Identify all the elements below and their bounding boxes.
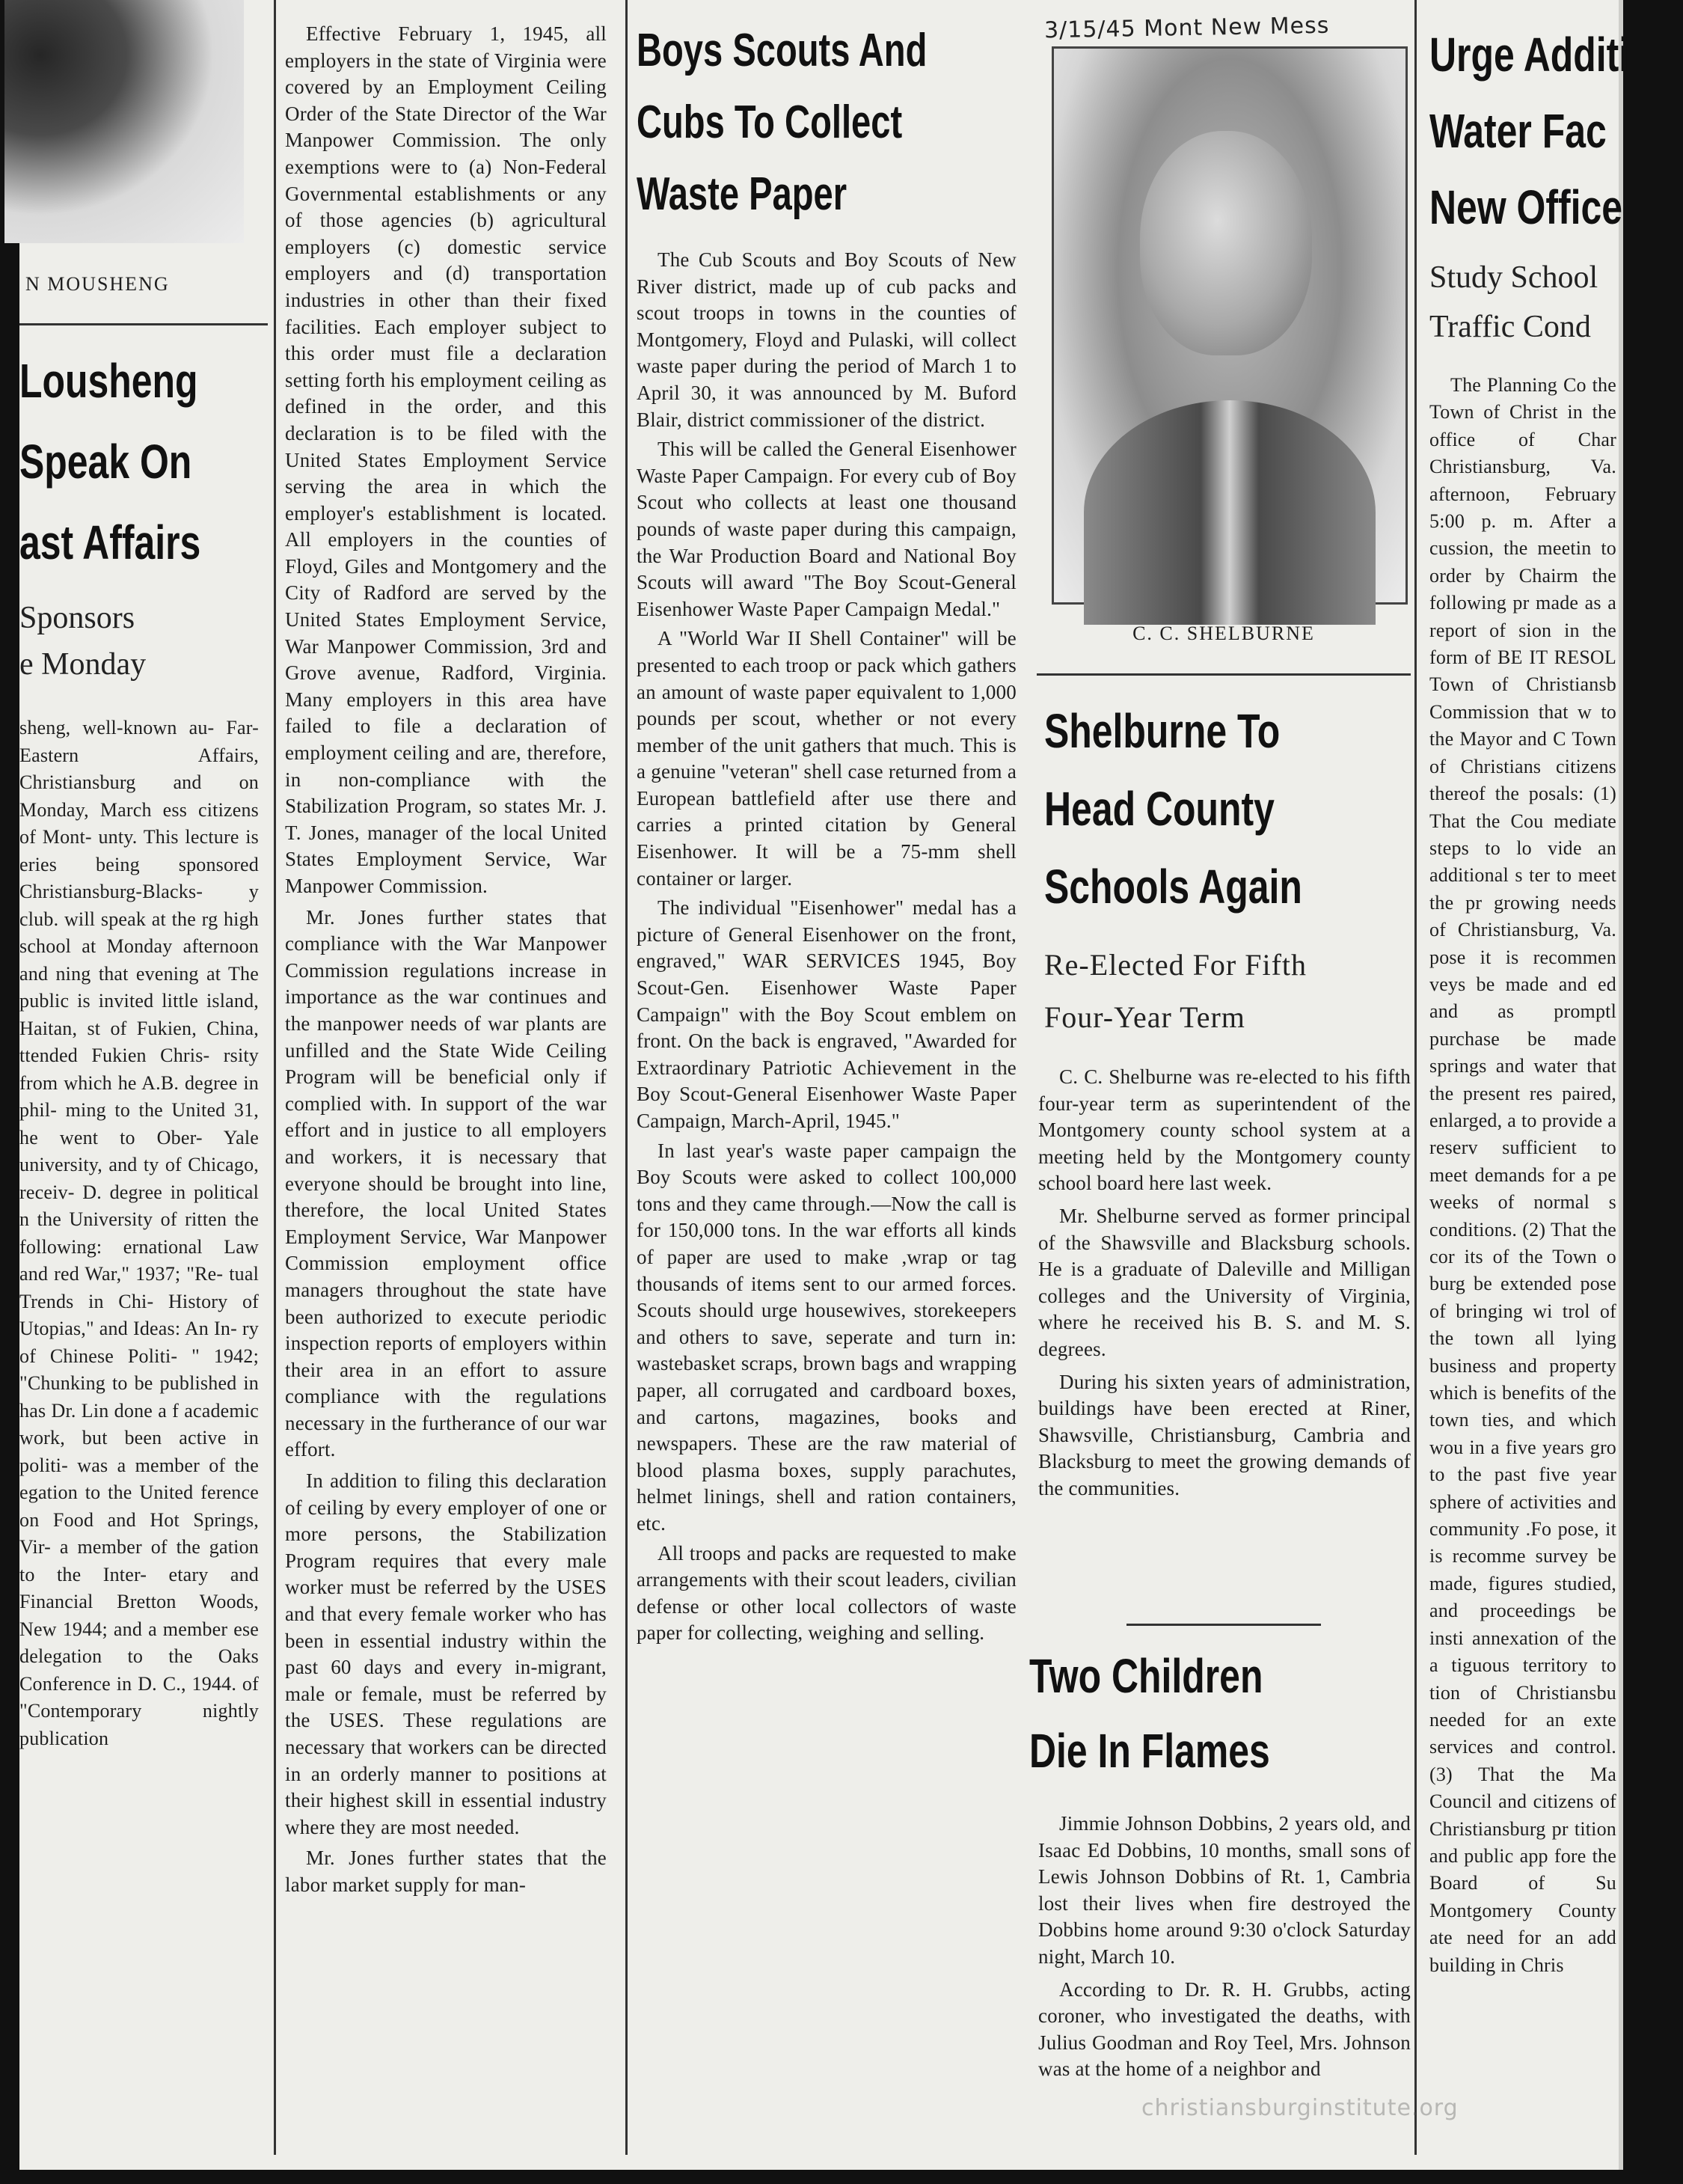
subhead-mousheng: Sponsors e Monday xyxy=(19,601,147,682)
article-body-two-children: Jimmie Johnson Dobbins, 2 years old, and Isaac Ed Dobbins, 10 months, small sons of Lewis Johnson Dobbins of Rt. 1, Cambria lost their lives when fire destroyed the Dobbins home around 9:30 o'clock Saturday night, March 10. According to Dr. R. H. Grubbs, acting coroner, who investigated the deaths, with Julius Goodman and Roy Teel, Mrs. Johnson was at the home of a neighbor and xyxy=(1038,1812,1411,2081)
article-body-employment-ceiling: Effective February 1, 1945, all employers in the state of Virginia were covered by an Employment Ceiling Order of the State Director of the War Manpower Commission. The only exemptions were to (a) Non-Federal Governmental establishments or any of those agencies (b) agricultural employers (c) domestic service employers and (d) transportation industries in other than their fixed facilities. Each employer subject to this order must file a declaration setting forth his employment ceiling as defined in the order, and this declaration is to be filed with the United States Employment Service serving the area in which the employer's establishment is located. All employers in the counties of Floyd, Giles and Montgomery and the City of Radford are served by the United States Employment Service, War Manpower Commission, 3rd and Grove avenue, Radford, Virginia. Many employers in this area have failed to file a declaration of employment ceiling and are, therefore, in non-compliance with the Stabilization Program, so states Mr. J. T. Jones, manager of the local United States Employment Service, War Manpower Commission. Mr. Jones further states that compliance with the War Manpower Commission regulations increase in importance as the war continues and the manpower needs of war plants are unfilled and the State Wide Ceiling Program will be beneficial only if complied with. In support of the war effort and in justice to all employers and workers, it is necessary that everyone should be brought into line, therefore, the local United States Employment Service, War Manpower Commission employment office managers throughout the state have been authorized to execute periodic inspection reports of employers within their area in an effort to assure compliance with the regulations necessary in the furtherance of our war effort. In addition to filing this declaration of ceiling by every employer of one or more persons, the Stabilization Program requires that every male worker must be referred by the USES and that every female worker who has been in essential industry within the past 60 days and every in-migrant, male or female, must be referred by the USES. These regulations are necessary that workers can be directed in an orderly manner to positions at their highest skill in essential industry where they are most needed. Mr. Jones further states that the labor market supply for man- xyxy=(285,22,607,1896)
section-rule xyxy=(1126,1624,1321,1626)
article-body-water-facilities: The Planning Co the Town of Christ in the office of Char Christiansburg, Va. afternoon, February 5:00 p. m. After a cussion, the meetin to order by Chairm the following pr made as a report of sion in the form of BE IT RESOL Town of Christiansb Commission that w to the Mayor and C Town of Christians citizens thereof the posals: (1) That the Cou mediate steps to lo vide an additional s ter to meet the pr growing needs of Christiansburg, Va. pose it is recommen veys be made and ed and as promptl purchase be made springs and water that the present res paired, enlarged, a to provide a reserv sufficient to meet demands for a pe weeks of normal s conditions. (2) That the cor its of the Town o burg be extended pose of bringing wi trol of the town all lying business and property which is benefits of the town ties, and which wou in a five years gro to the past five year sphere of activities and community .Fo pose, it is recomme survey be made, figures studied, and proceedings be insti annexation of the a tiguous territory to tion of Christiansbu needed for an exte services and control. (3) That the Ma Council and citizens of Christiansburg pr tition and public app fore the Board of Su Montgomery County ate need for an add building in Chris xyxy=(1429,374,1616,1976)
headline-water-facilities: Urge Additi Water Fac New Office xyxy=(1429,28,1630,234)
column-shelburne xyxy=(1029,0,1459,2170)
portrait-face xyxy=(1140,131,1312,355)
headline-mousheng: Lousheng Speak On ast Affairs xyxy=(19,354,201,569)
article-body-waste-paper: The Cub Scouts and Boy Scouts of New River district, made up of cub packs and scout troops in towns in the counties of Montgomery, Floyd and Pulaski, will collect waste paper during the period of March 1 to April 30, it was announced by M. Buford Blair, district commissioner of the district. This will be called the General Eisenhower Waste Paper Campaign. For every cub of Boy Scout who collects at least one thousand pounds of waste paper during this campaign, the War Production Board and National Boy Scouts will award "The Boy Scout-General Eisenhower Waste Paper Campaign Medal." A "World War II Shell Container" will be presented to each troop or pack which gathers an amount of waste paper equivalent to 1,000 pounds per scout, whether or not every member of the unit gathers that much. This is a genuine "veteran" shell case returned from a European battlefield after use there and carries a printed citation by General Eisenhower. It will be a 75-mm shell container or larger. The individual "Eisenhower" medal has a picture of General Eisenhower on the front, engraved," WAR SERVICES 1945, Boy Scout-Gen. Eisenhower Waste Paper Campaign" with the Boy Scout emblem on front. On the back is engraved, "Awarded for Extraordinary Patriotic Achievement in the Boy Scout-General Eisenhower Waste Paper Campaign, March-April, 1945." In last year's waste paper campaign the Boy Scouts were asked to collect 100,000 tons and they came through.—Now the call is for 150,000 tons. In the war efforts all kinds of paper are used to make ,wrap or tag thousands of items sent to our armed forces. Scouts should urge housewives, storekeepers and others to save, seperate and turn in: wastebasket scraps, brown bags and wrapping paper, all corrugated and cardboard boxes, and cartons, magazines, books and newspapers. These are the raw material of blood plasma boxes, supply parachutes, helmet linings, shell and ration containers, etc. All troops and packs are requested to make arrangements with their scout leaders, civilian defense or other local collectors of waste paper for collecting, weighing and selling. xyxy=(637,248,1017,1645)
subhead-shelburne: Re-Elected For Fifth Four-Year Term xyxy=(1044,948,1308,1034)
portrait-photo-shelburne xyxy=(1052,46,1408,605)
column-mousheng xyxy=(19,0,268,2170)
section-rule xyxy=(19,323,268,325)
article-body-mousheng: sheng, well-known au- Far-Eastern Affairs, Christiansburg and on Monday, March ess citizens of Mont- unty. This lecture is eries being sponsored Christiansburg-Blacks- y club. will speak at the rg high school at Monday afternoon and ning that evening at The public is invited little island, Haitan, st of Fukien, China, ttended Fukien Chris- rsity from which he A.B. degree in phil- ming to the United 31, he went to Ober- Yale university, and ty of Chicago, receiv- D. degree in political n the University of ritten the following: ernational Law and red War," 1937; "Re- tual Trends in Chi- History of Utopias," and Ideas: An In- ry of Chinese Politi- " 1942; "Chunking to be published in has Dr. Lin done a f academic work, but been active in politi- was a member of the egation to the United ference on Food and Hot Springs, Vir- a member of the gation to the Inter- etary and Financial Bretton Woods, New 1944; and a member ese delegation to the Oaks Conference in D. C., 1944. of "Contemporary nightly publication xyxy=(19,717,259,1749)
newspaper-clipping xyxy=(19,0,1630,2170)
watermark-text: christiansburginstitute.org xyxy=(1141,2095,1459,2121)
subhead-water-facilities: Study School Traffic Cond xyxy=(1429,260,1598,344)
handwritten-date-note: 3/15/45 Mont New Mess xyxy=(1043,12,1330,44)
photo-caption: C. C. SHELBURNE xyxy=(1132,623,1315,644)
article-body-shelburne: C. C. Shelburne was re-elected to his fifth four-year term as superintendent of the Montgomery county school system at a meeting held by the Montgomery county school board here last week. Mr. Shelburne served as former principal of the Shawsville and Blacksburg schools. He is a graduate of Daleville and Milligan colleges and the University of Virginia, where he received his B. S. and M. S. degrees. During his sixten years of administration, buildings have been erected at Riner, Shawsville, Christiansburg, Cambria and Blacksburg to meet the growing demands of the communities. xyxy=(1038,1065,1411,1499)
photo-caption: N MOUSHENG xyxy=(25,273,170,295)
headline-shelburne: Shelburne To Head County Schools Again xyxy=(1044,704,1302,914)
column-waste-paper xyxy=(637,0,1029,2170)
headline-waste-paper: Boys Scouts And Cubs To Collect Waste Paper xyxy=(637,25,928,220)
column-rule xyxy=(625,0,628,2155)
column-water-facilities xyxy=(1422,0,1630,2170)
headline-two-children: Two Children Die In Flames xyxy=(1029,1649,1270,1778)
portrait-suit xyxy=(1084,400,1376,625)
portrait-photo-lin-mousheng xyxy=(4,0,244,243)
column-employment-ceiling xyxy=(285,0,614,2170)
section-rule xyxy=(1037,673,1411,676)
